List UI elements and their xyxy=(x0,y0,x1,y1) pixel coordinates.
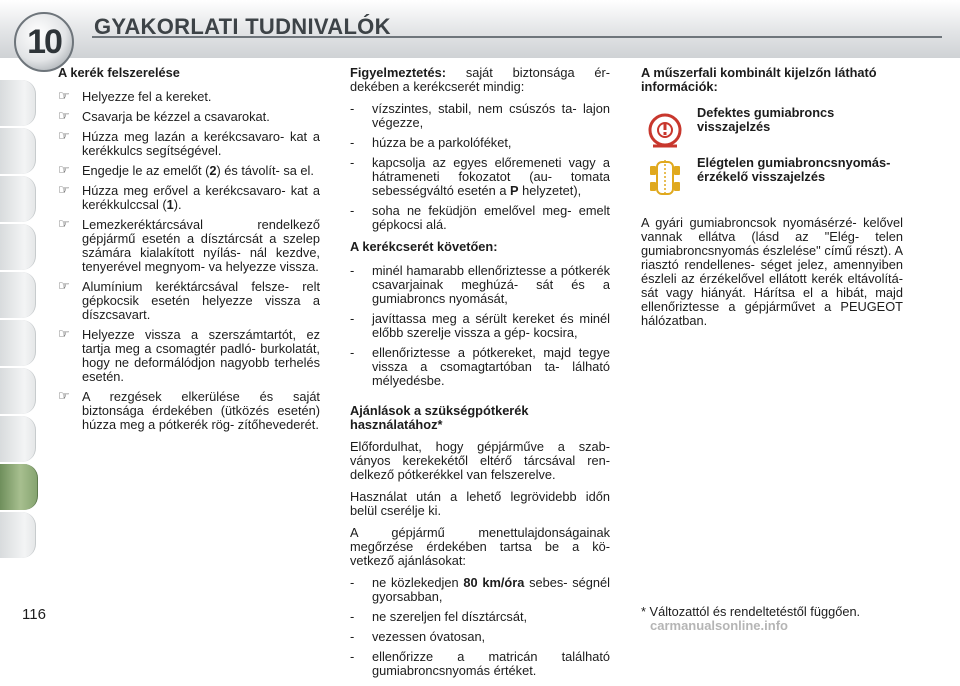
side-tab[interactable] xyxy=(0,320,36,366)
pointing-hand-icon: ☞ xyxy=(58,88,70,103)
list-item: ☞ Alumínium keréktárcsával felsze- relt gépkocsik esetén helyezze vissza a díszcsavart. xyxy=(58,278,321,322)
column-warnings xyxy=(350,66,610,686)
watermark: carmanualsonline.info xyxy=(650,618,788,633)
pointing-hand-icon: ☞ xyxy=(58,216,70,231)
paragraph: A gépjármű menettulajdonságainak megőrzése érdekében tartsa be a kö- vetkező ajánlásokat: xyxy=(350,525,610,568)
side-tab[interactable] xyxy=(0,80,36,126)
section-heading: Ajánlások a szükségpótkerék használatához* xyxy=(350,403,529,432)
list-item: - vízszintes, stabil, nem csúszós ta- lajon végezze, xyxy=(350,101,610,130)
section-heading: A kerékcserét követően: xyxy=(350,239,498,254)
side-tab[interactable] xyxy=(0,512,36,558)
fitting-steps-list xyxy=(58,90,320,432)
list-item: ☞ Helyezze vissza a szerszámtartót, ez tartja meg a csomagtér padló- burkolatát, hogy ne deformálódjon nagyobb terhelés esetén. xyxy=(58,326,321,384)
side-tab[interactable] xyxy=(0,128,36,174)
indicator-label: Defektes gumiabroncs visszajelzés xyxy=(697,105,835,134)
list-item: - ellenőrizze a matricán található gumiabroncsnyomás értéket. xyxy=(350,649,610,678)
list-item: ☞ Engedje le az emelőt (2) és távolít- sa el. xyxy=(58,162,314,178)
paragraph: Használat után a lehető legrövidebb időn belül cserélje ki. xyxy=(350,489,610,518)
chapter-title: GYAKORLATI TUDNIVALÓK xyxy=(94,14,391,39)
pointing-hand-icon: ☞ xyxy=(58,388,70,403)
after-change-list xyxy=(350,264,610,388)
list-item: ☞ A rezgések elkerülése és saját biztonsága érdekében (ütközés esetén) húzza meg a pótkerék rög- zítőhevederét. xyxy=(58,388,320,432)
tyre-pressure-sensor-warning-icon xyxy=(643,156,687,200)
footnote: * Változattól és rendeltetéstől függően. xyxy=(641,604,861,619)
side-tab[interactable] xyxy=(0,224,36,270)
column-indicators xyxy=(641,66,903,336)
list-item: - soha ne feküdjön emelővel meg- emelt gépkocsi alá. xyxy=(350,203,610,232)
tyre-puncture-warning-icon xyxy=(643,106,687,150)
list-item: - vezessen óvatosan, xyxy=(350,629,486,644)
pointing-hand-icon: ☞ xyxy=(58,182,70,197)
list-item: - ellenőriztesse a pótkereket, majd tegye vissza a csomagtartóban ta- lálható mélyedésbe. xyxy=(350,345,610,388)
warning-list xyxy=(350,102,610,232)
pointing-hand-icon: ☞ xyxy=(58,162,70,177)
side-tab[interactable] xyxy=(0,416,36,462)
list-item: ☞ Lemezkeréktárcsával rendelkező gépjármű esetén a dísztárcsát a szelep számára kialakított nyílás- nál kezdve, tenyerével megnyom- va helyezze vissza. xyxy=(58,216,320,274)
warning-intro: Figyelmeztetés: saját biztonsága ér- dekében a kerékcserét mindig: xyxy=(350,65,610,94)
list-item: ☞ Csavarja be kézzel a csavarokat. xyxy=(58,108,270,124)
indicator-sensor xyxy=(641,156,903,206)
side-tab[interactable] xyxy=(0,368,36,414)
side-tab[interactable] xyxy=(0,272,36,318)
page-number: 116 xyxy=(22,606,46,623)
list-item: - kapcsolja az egyes előremeneti vagy a hátrameneti fokozatot (au- tomata sebességváltó esetén a P helyzetet), xyxy=(350,155,610,198)
recommendations-list xyxy=(350,576,610,678)
list-item: - javíttassa meg a sérült kereket és minél előbb szerelje vissza a gép- kocsira, xyxy=(350,311,610,340)
column-wheel-fitting xyxy=(58,66,320,438)
list-item: - ne közlekedjen 80 km/óra sebes- ségnél gyorsabban, xyxy=(350,575,610,604)
indicator-puncture xyxy=(641,106,903,152)
pointing-hand-icon: ☞ xyxy=(58,326,70,341)
pointing-hand-icon: ☞ xyxy=(58,128,70,143)
chapter-number-badge: 10 xyxy=(14,12,74,72)
pointing-hand-icon: ☞ xyxy=(58,108,70,123)
list-item: - ne szereljen fel dísztárcsát, xyxy=(350,609,528,624)
paragraph: Előfordulhat, hogy gépjárműve a szab- ványos kerekekétől eltérő tárcsával ren- delkező pótkerékkel van felszerelve. xyxy=(350,439,610,482)
section-heading: A műszerfali kombinált kijelzőn látható információk: xyxy=(641,65,877,94)
side-tab[interactable] xyxy=(0,176,36,222)
list-item: - minél hamarabb ellenőriztesse a pótkerék csavarjainak meghúzá- sát és a gumiabroncs nyomását, xyxy=(350,263,610,306)
pointing-hand-icon: ☞ xyxy=(58,278,70,293)
side-tab-active[interactable] xyxy=(0,464,38,510)
section-heading: A kerék felszerelése xyxy=(58,65,180,80)
list-item: ☞ Húzza meg erővel a kerékcsavaro- kat a kerékkulccsal (1). xyxy=(58,182,321,212)
indicator-label: Elégtelen gumiabroncsnyomás- érzékelő visszajelzés xyxy=(697,155,891,184)
list-item: - húzza be a parkolóféket, xyxy=(350,135,512,150)
list-item: ☞ Húzza meg lazán a kerékcsavaro- kat a kerékkulcs segítségével. xyxy=(58,128,320,158)
list-item: ☞ Helyezze fel a kereket. xyxy=(58,88,212,104)
paragraph: A gyári gumiabroncsok nyomásérzé- kelővel vannak ellátva (lásd az "Elég- telen gumiabroncsnyomás észlelése" című részt). A riasztó rendellenes- séget jelez, amennyiben észleli az érzékelővel ellátott kerék eltávolítá- sát vagy hiányát. Hárítsa el a hibát, majd ellenőriztesse a gépjárművet a PEUGEOT hálózatban. xyxy=(641,215,903,328)
